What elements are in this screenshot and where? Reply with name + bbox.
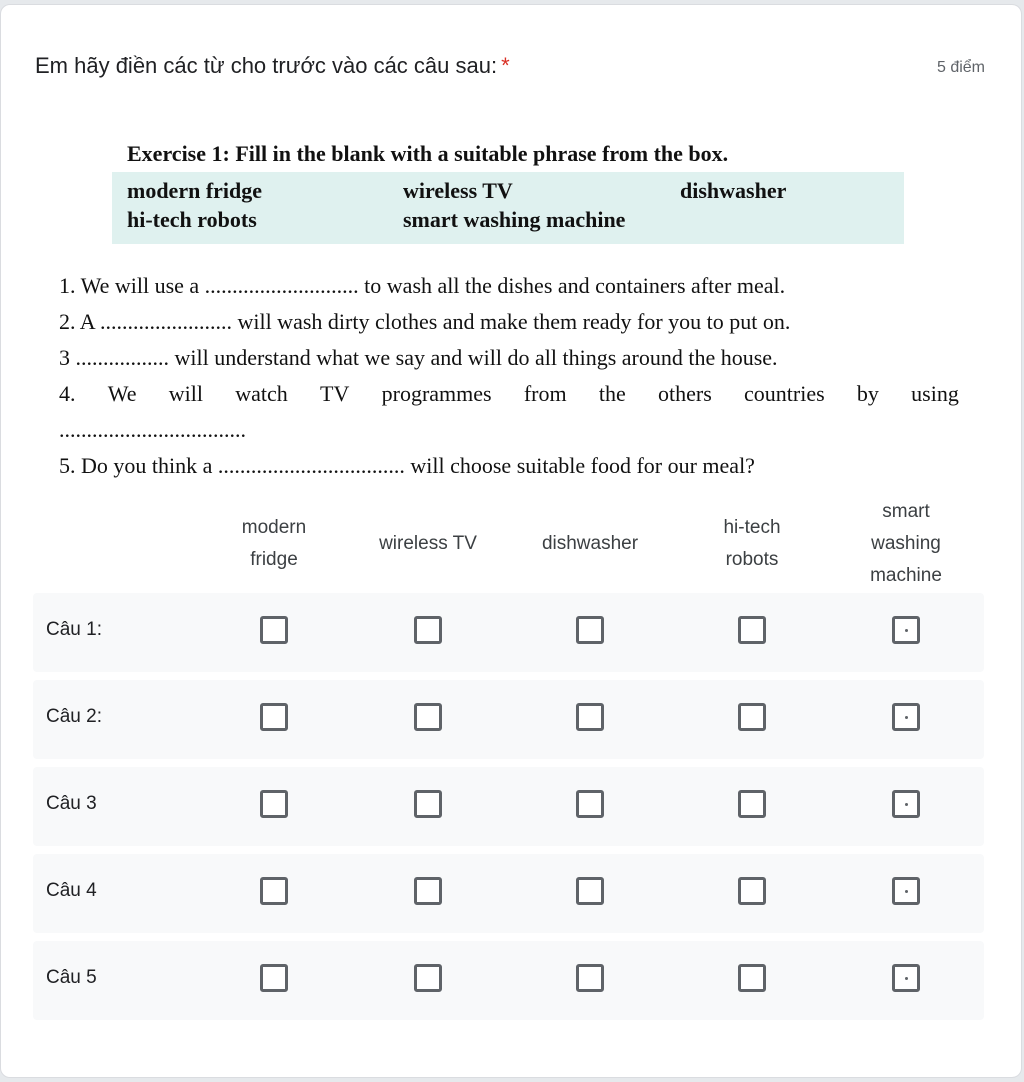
sentence-word: the [598, 381, 626, 406]
checkbox-row5-modern-fridge[interactable] [260, 964, 288, 992]
column-header-smart-washing-machine [831, 496, 981, 592]
required-asterisk: * [501, 53, 510, 78]
checkbox-row5-hi-tech-robots[interactable] [738, 964, 766, 992]
sentence-4 [59, 381, 959, 407]
checkbox-row3-dishwasher[interactable] [576, 790, 604, 818]
column-header-text: modern fridge [241, 517, 307, 570]
sentence-word: using [911, 381, 959, 406]
checkbox-row1-hi-tech-robots[interactable] [738, 616, 766, 644]
checkbox-row2-smart-washing-machine[interactable] [892, 703, 920, 731]
sentence-word: countries [744, 381, 825, 406]
checkbox-row1-dishwasher[interactable] [576, 616, 604, 644]
column-header-text: smart washing machine [870, 501, 942, 586]
checkbox-row2-wireless-tv[interactable] [414, 703, 442, 731]
column-header-wireless-tv: wireless TV [379, 533, 477, 554]
sentence-word: others [658, 381, 712, 406]
question-title-text: Em hãy điền các từ cho trước vào các câu sau: [35, 53, 498, 78]
box-word: modern fridge [127, 178, 263, 203]
sentence-word: programmes [381, 381, 492, 406]
row-label: Câu 3 [46, 793, 97, 814]
checkbox-row2-hi-tech-robots[interactable] [738, 703, 766, 731]
grid-row-5 [33, 941, 984, 1020]
checkbox-row4-smart-washing-machine[interactable] [892, 877, 920, 905]
row-label: Câu 4 [46, 880, 97, 901]
column-header-text: hi-tech robots [723, 517, 781, 570]
checkbox-row3-hi-tech-robots[interactable] [738, 790, 766, 818]
checkbox-row2-dishwasher[interactable] [576, 703, 604, 731]
sentence-word: from [523, 381, 567, 406]
sentence-word: watch [235, 381, 288, 406]
checkbox-row1-modern-fridge[interactable] [260, 616, 288, 644]
checkbox-row4-hi-tech-robots[interactable] [738, 877, 766, 905]
question-card [0, 4, 1022, 1078]
checkbox-row2-modern-fridge[interactable] [260, 703, 288, 731]
checkbox-row5-dishwasher[interactable] [576, 964, 604, 992]
box-word: dishwasher [680, 178, 787, 203]
sentence-word: 4. [59, 381, 76, 406]
checkbox-row3-smart-washing-machine[interactable] [892, 790, 920, 818]
grid-row-3 [33, 767, 984, 846]
grid-row-2 [33, 680, 984, 759]
checkbox-row1-smart-washing-machine[interactable] [892, 616, 920, 644]
sentence-2: 2. A ........................ will wash dirty clothes and make them ready for you to put on. [59, 309, 791, 334]
checkbox-row5-smart-washing-machine[interactable] [892, 964, 920, 992]
sentence-word: by [856, 381, 879, 406]
box-word: smart washing machine [403, 207, 626, 232]
column-header-modern-fridge [199, 512, 349, 576]
sentence-1: 1. We will use a ............................ to wash all the dishes and containers after meal. [59, 273, 786, 298]
column-header-dishwasher: dishwasher [541, 533, 639, 554]
column-header-hi-tech-robots [677, 512, 827, 576]
grid-row-1 [33, 593, 984, 672]
sentence-5: 5. Do you think a .................................. will choose suitable food for our meal? [59, 453, 755, 478]
exercise-image [1, 5, 1023, 485]
sentence-word: TV [320, 381, 350, 406]
checkbox-row5-wireless-tv[interactable] [414, 964, 442, 992]
sentence-3: 3 ................. will understand what we say and will do all things around the house. [59, 345, 778, 370]
checkbox-row3-modern-fridge[interactable] [260, 790, 288, 818]
grid-row-4 [33, 854, 984, 933]
box-word: wireless TV [403, 178, 513, 203]
word-box [112, 172, 904, 244]
checkbox-row3-wireless-tv[interactable] [414, 790, 442, 818]
row-label: Câu 5 [46, 967, 97, 988]
sentence-4-blank: .................................. [59, 417, 246, 442]
checkbox-row4-modern-fridge[interactable] [260, 877, 288, 905]
exercise-heading: Exercise 1: Fill in the blank with a suitable phrase from the box. [127, 141, 729, 166]
checkbox-row4-dishwasher[interactable] [576, 877, 604, 905]
sentence-word: will [168, 381, 204, 406]
box-word: hi-tech robots [127, 207, 257, 232]
row-label: Câu 1: [46, 619, 102, 640]
sentence-word: We [107, 381, 137, 406]
row-label: Câu 2: [46, 706, 102, 727]
checkbox-row4-wireless-tv[interactable] [414, 877, 442, 905]
points-label: 5 điểm [936, 59, 985, 76]
checkbox-row1-wireless-tv[interactable] [414, 616, 442, 644]
